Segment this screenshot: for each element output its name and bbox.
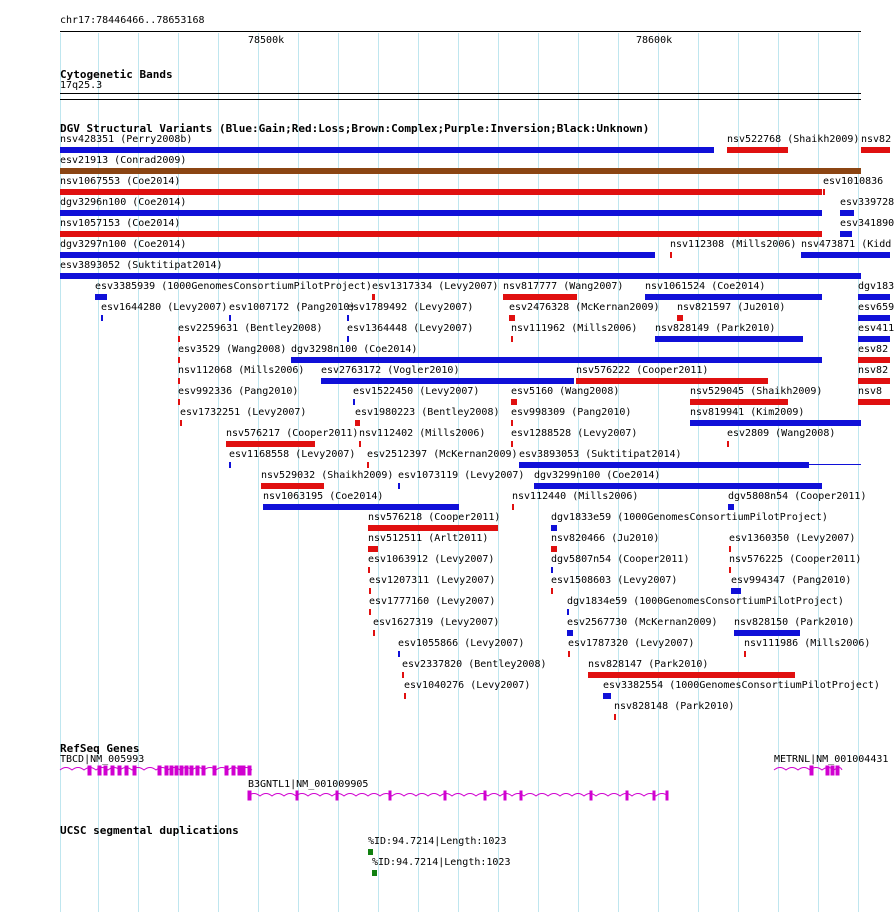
variant-label[interactable]: nsv576218 (Cooper2011) xyxy=(368,512,501,523)
gene-exon-tbcd[interactable] xyxy=(158,766,161,775)
variant-label[interactable]: nsv82 xyxy=(861,134,892,145)
variant-label[interactable]: esv992336 (Pang2010) xyxy=(178,386,299,397)
gene-exon-tbcd[interactable] xyxy=(170,766,173,775)
gene-exon-tbcd[interactable] xyxy=(133,766,136,775)
gene-exon-tbcd[interactable] xyxy=(104,766,107,775)
variant-label[interactable]: esv1010836 xyxy=(823,176,884,187)
variant-label[interactable]: dgv1833e59 (1000GenomesConsortiumPilotProject) xyxy=(551,512,828,523)
variant-label[interactable]: esv1055866 (Levy2007) xyxy=(398,638,525,649)
variant-label[interactable]: esv1007172 (Pang2010) xyxy=(229,302,356,313)
gene-exon-tbcd[interactable] xyxy=(242,766,245,775)
gene-exon-b3gntl1[interactable] xyxy=(504,791,506,800)
variant-label[interactable]: dgv3297n100 (Coe2014) xyxy=(60,239,187,250)
gene-exon-tbcd[interactable] xyxy=(202,766,205,775)
gene-exon-b3gntl1[interactable] xyxy=(666,791,668,800)
variant-label[interactable]: esv1787320 (Levy2007) xyxy=(568,638,695,649)
gene-exon-tbcd[interactable] xyxy=(175,766,178,775)
gene-exon-tbcd[interactable] xyxy=(98,766,101,775)
gene-exon-tbcd[interactable] xyxy=(225,766,228,775)
variant-label[interactable]: esv2763172 (Vogler2010) xyxy=(321,365,460,376)
gene-exon-metrnl[interactable] xyxy=(810,766,813,775)
variant-label[interactable]: nsv112402 (Mills2006) xyxy=(359,428,486,439)
variant-label[interactable]: esv2337820 (Bentley2008) xyxy=(402,659,547,670)
variant-label[interactable]: dgv183 xyxy=(858,281,894,292)
gene-exon-tbcd[interactable] xyxy=(196,766,199,775)
variant-label[interactable]: esv1777160 (Levy2007) xyxy=(369,596,496,607)
variant-label[interactable]: nsv821597 (Ju2010) xyxy=(677,302,786,313)
variant-label[interactable]: nsv8 xyxy=(858,386,883,397)
variant-label[interactable]: nsv111962 (Mills2006) xyxy=(511,323,638,334)
variant-label[interactable]: esv1168558 (Levy2007) xyxy=(229,449,356,460)
variant-label[interactable]: esv1360350 (Levy2007) xyxy=(729,533,856,544)
variant-label[interactable]: dgv3296n100 (Coe2014) xyxy=(60,197,187,208)
gene-exon-tbcd[interactable] xyxy=(213,766,216,775)
ruler-tick-78500k: 78500k xyxy=(248,35,285,46)
variant-label[interactable]: nsv817777 (Wang2007) xyxy=(503,281,624,292)
variant-label[interactable]: nsv473871 (Kidd xyxy=(801,239,892,250)
variant-label[interactable]: nsv828149 (Park2010) xyxy=(655,323,776,334)
variant-label[interactable]: nsv529045 (Shaikh2009) xyxy=(690,386,823,397)
cyto-band-label: 17q25.3 xyxy=(60,80,103,91)
gene-exon-b3gntl1[interactable] xyxy=(248,791,251,800)
variant-label[interactable]: esv1644280 (Levy2007) xyxy=(101,302,228,313)
variant-label[interactable]: esv2476328 (McKernan2009) xyxy=(509,302,660,313)
variant-label[interactable]: esv3893052 (Suktitipat2014) xyxy=(60,260,223,271)
variant-label[interactable]: esv339728 xyxy=(840,197,894,208)
variant-label[interactable]: nsv576217 (Cooper2011) xyxy=(226,428,359,439)
gene-exon-metrnl[interactable] xyxy=(826,766,829,775)
gene-exon-tbcd[interactable] xyxy=(185,766,188,775)
variant-label[interactable]: nsv428351 (Perry2008b) xyxy=(60,134,193,145)
variant-label[interactable]: esv1063912 (Levy2007) xyxy=(368,554,495,565)
variant-label[interactable]: esv1364448 (Levy2007) xyxy=(347,323,474,334)
variant-label[interactable]: nsv828147 (Park2010) xyxy=(588,659,709,670)
gene-exon-tbcd[interactable] xyxy=(180,766,183,775)
locus-label: chr17:78446466..78653168 xyxy=(60,15,205,26)
variant-label[interactable]: nsv82 xyxy=(858,365,889,376)
variant-label[interactable]: nsv1057153 (Coe2014) xyxy=(60,218,181,229)
variant-label[interactable]: nsv1063195 (Coe2014) xyxy=(263,491,384,502)
variant-label[interactable]: nsv576225 (Cooper2011) xyxy=(729,554,862,565)
variant-label[interactable]: esv1508603 (Levy2007) xyxy=(551,575,678,586)
segdup-label-1[interactable]: %ID:94.7214|Length:1023 xyxy=(368,836,507,847)
gene-exon-metrnl[interactable] xyxy=(836,766,839,775)
gene-exon-tbcd[interactable] xyxy=(232,766,235,775)
variant-label[interactable]: esv82 xyxy=(858,344,889,355)
variant-label[interactable]: nsv112440 (Mills2006) xyxy=(512,491,639,502)
gene-label-tbcd[interactable]: TBCD|NM_005993 xyxy=(60,754,145,765)
variant-label[interactable]: esv1207311 (Levy2007) xyxy=(369,575,496,586)
variant-label[interactable]: esv5160 (Wang2008) xyxy=(511,386,620,397)
segdup-label-2[interactable]: %ID:94.7214|Length:1023 xyxy=(372,857,511,868)
variant-label[interactable]: esv1627319 (Levy2007) xyxy=(373,617,500,628)
gene-label-b3gntl1[interactable]: B3GNTL1|NM_001009905 xyxy=(248,779,369,790)
variant-label[interactable]: esv3529 (Wang2008) xyxy=(178,344,287,355)
variant-label[interactable]: esv411 xyxy=(858,323,894,334)
variant-label[interactable]: esv3893053 (Suktitipat2014) xyxy=(519,449,682,460)
gene-exon-b3gntl1[interactable] xyxy=(520,791,522,800)
variant-label[interactable]: esv1288528 (Levy2007) xyxy=(511,428,638,439)
variant-label[interactable]: esv21913 (Conrad2009) xyxy=(60,155,187,166)
variant-label[interactable]: nsv828150 (Park2010) xyxy=(734,617,855,628)
gene-exon-tbcd[interactable] xyxy=(238,766,241,775)
variant-label[interactable]: dgv3298n100 (Coe2014) xyxy=(291,344,418,355)
refseq-track-title: RefSeq Genes xyxy=(60,742,140,755)
variant-label[interactable]: nsv111986 (Mills2006) xyxy=(744,638,871,649)
gene-exon-tbcd[interactable] xyxy=(118,766,121,775)
variant-label[interactable]: esv2259631 (Bentley2008) xyxy=(178,323,323,334)
variant-label[interactable]: dgv3299n100 (Coe2014) xyxy=(534,470,661,481)
variant-label[interactable]: nsv112068 (Mills2006) xyxy=(178,365,305,376)
variant-label[interactable]: esv1073119 (Levy2007) xyxy=(398,470,525,481)
variant-label[interactable]: esv1789492 (Levy2007) xyxy=(347,302,474,313)
variant-label[interactable]: esv341890 xyxy=(840,218,894,229)
segdup-feature-1[interactable] xyxy=(368,849,373,855)
segdup-track-title: UCSC segmental duplications xyxy=(60,824,239,837)
ruler-tick-78600k: 78600k xyxy=(636,35,673,46)
variant-label[interactable]: nsv1061524 (Coe2014) xyxy=(645,281,766,292)
gene-exon-b3gntl1[interactable] xyxy=(590,791,592,800)
gene-exon-b3gntl1[interactable] xyxy=(626,791,628,800)
segdup-feature-2[interactable] xyxy=(372,870,377,876)
gene-exon-tbcd[interactable] xyxy=(111,766,114,775)
variant-label[interactable]: esv998309 (Pang2010) xyxy=(511,407,632,418)
gene-exon-b3gntl1[interactable] xyxy=(444,791,446,800)
variant-label[interactable]: esv3385939 (1000GenomesConsortiumPilotProject) xyxy=(95,281,372,292)
variant-label[interactable]: esv1732251 (Levy2007) xyxy=(180,407,307,418)
gene-exon-metrnl[interactable] xyxy=(831,766,834,775)
variant-label[interactable]: nsv576222 (Cooper2011) xyxy=(576,365,709,376)
gene-label-metrnl[interactable]: METRNL|NM_001004431 xyxy=(774,754,889,765)
cyto-track-title: Cytogenetic Bands xyxy=(60,68,173,81)
variant-label[interactable]: nsv522768 (Shaikh2009) xyxy=(727,134,860,145)
gene-exon-tbcd[interactable] xyxy=(190,766,193,775)
variant-label[interactable]: nsv828148 (Park2010) xyxy=(614,701,735,712)
variant-label[interactable]: nsv819941 (Kim2009) xyxy=(690,407,805,418)
variant-label[interactable]: nsv820466 (Ju2010) xyxy=(551,533,660,544)
gene-exon-tbcd[interactable] xyxy=(125,766,128,775)
gene-exon-b3gntl1[interactable] xyxy=(653,791,655,800)
variant-label[interactable]: esv1522450 (Levy2007) xyxy=(353,386,480,397)
variant-label[interactable]: nsv529032 (Shaikh2009) xyxy=(261,470,394,481)
variant-label[interactable]: esv659 xyxy=(858,302,894,313)
gene-exon-tbcd[interactable] xyxy=(88,766,91,775)
variant-label[interactable]: dgv5807n54 (Cooper2011) xyxy=(551,554,690,565)
variant-label[interactable]: esv2567730 (McKernan2009) xyxy=(567,617,718,628)
gene-exon-b3gntl1[interactable] xyxy=(336,791,338,800)
variant-label[interactable]: esv1040276 (Levy2007) xyxy=(404,680,531,691)
dgv-track-title: DGV Structural Variants (Blue:Gain;Red:Loss;Brown:Complex;Purple:Inversion;Black:Unknown) xyxy=(60,122,650,135)
variant-label[interactable]: esv2809 (Wang2008) xyxy=(727,428,836,439)
variant-label[interactable]: esv2512397 (McKernan2009) xyxy=(367,449,518,460)
variant-label[interactable]: dgv1834e59 (1000GenomesConsortiumPilotProject) xyxy=(567,596,844,607)
variant-label[interactable]: dgv5808n54 (Cooper2011) xyxy=(728,491,867,502)
gene-exon-b3gntl1[interactable] xyxy=(296,791,298,800)
gene-exon-tbcd[interactable] xyxy=(248,766,251,775)
variant-label[interactable]: esv1980223 (Bentley2008) xyxy=(355,407,500,418)
variant-label[interactable]: esv994347 (Pang2010) xyxy=(731,575,852,586)
variant-label[interactable]: nsv1067553 (Coe2014) xyxy=(60,176,181,187)
gene-intron-b3gntl1 xyxy=(248,794,668,797)
variant-label[interactable]: nsv512511 (Arlt2011) xyxy=(368,533,489,544)
gene-exon-b3gntl1[interactable] xyxy=(484,791,486,800)
gene-exon-b3gntl1[interactable] xyxy=(389,791,391,800)
variant-label[interactable]: esv3382554 (1000GenomesConsortiumPilotProject) xyxy=(603,680,880,691)
variant-label[interactable]: nsv112308 (Mills2006) xyxy=(670,239,797,250)
variant-label[interactable]: esv1317334 (Levy2007) xyxy=(372,281,499,292)
gene-exon-tbcd[interactable] xyxy=(165,766,168,775)
